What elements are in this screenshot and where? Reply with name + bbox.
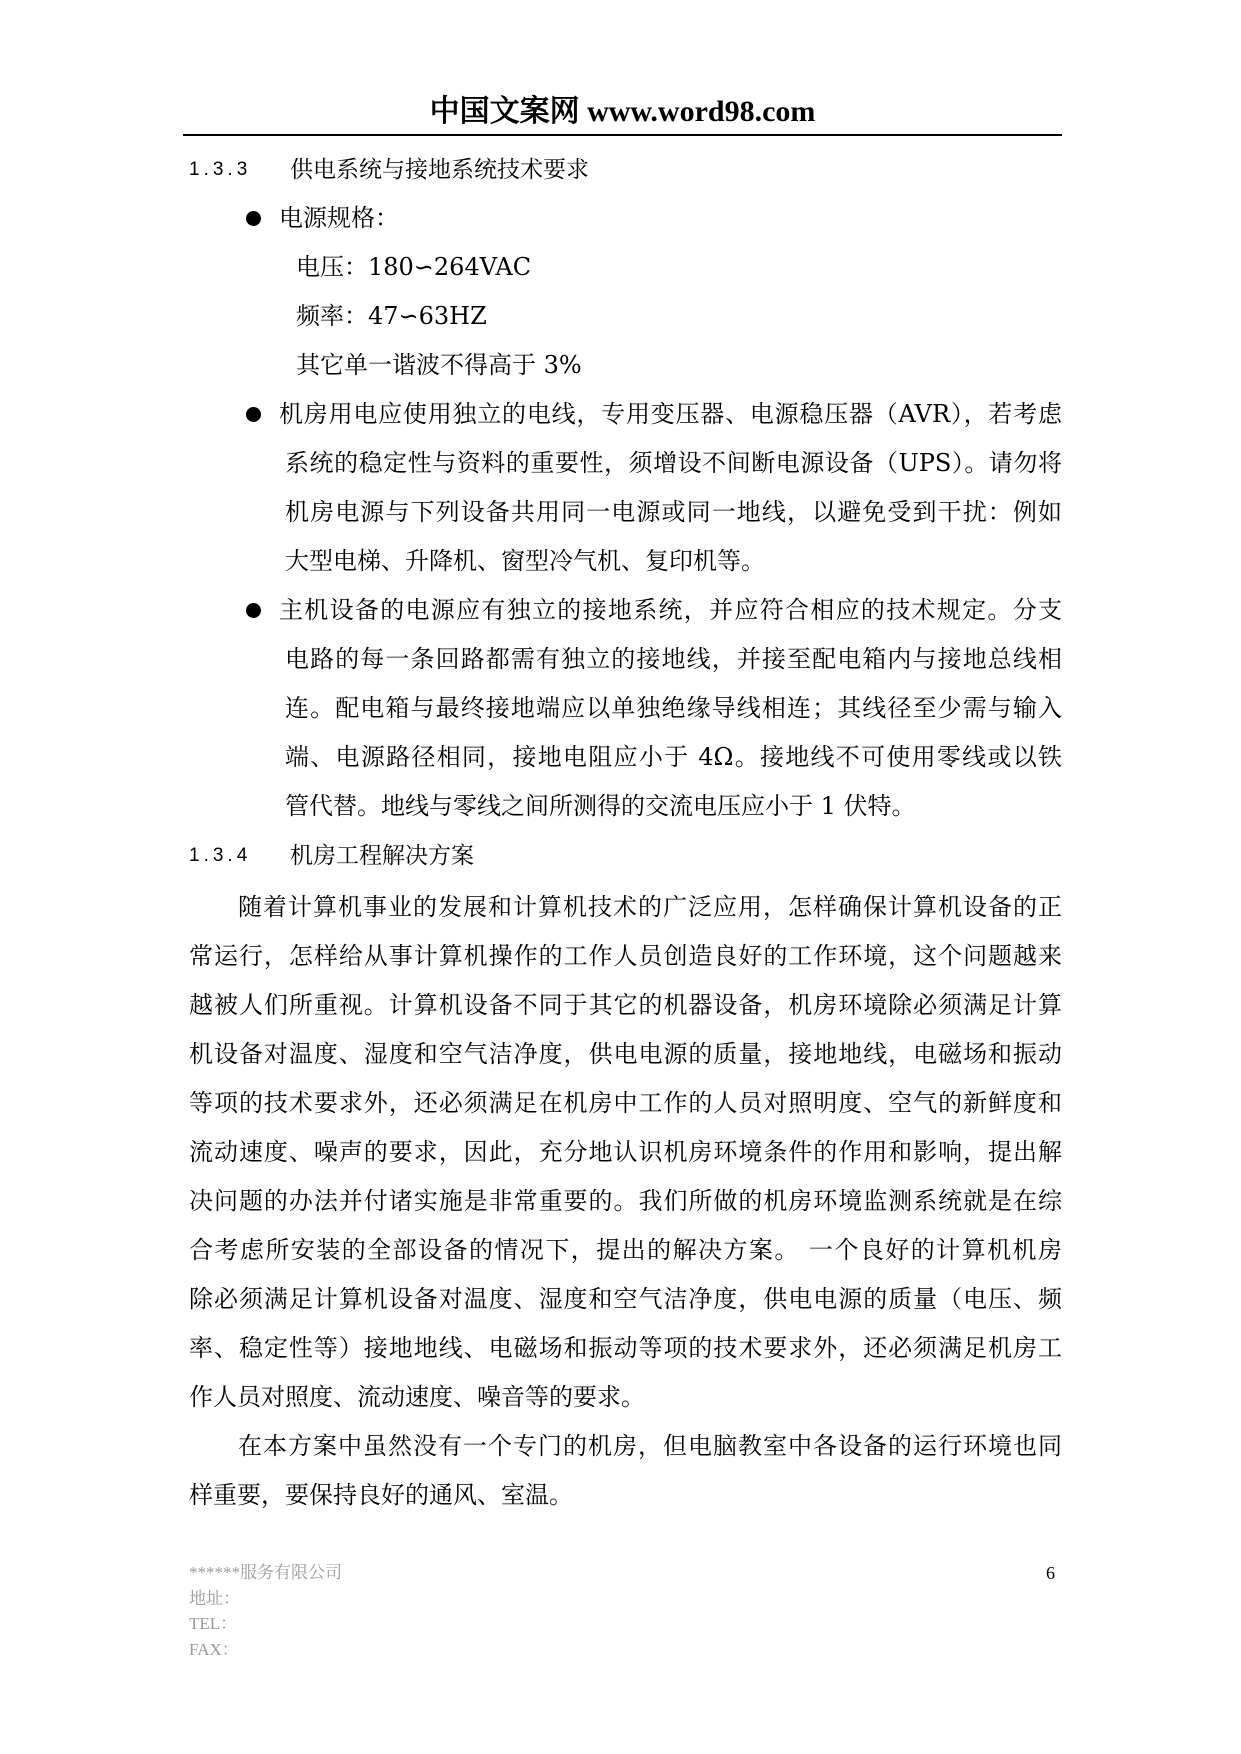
- paragraph-line: 除必须满足计算机设备对温度、湿度和空气洁净度，供电电源的质量（电压、频: [189, 1285, 1062, 1313]
- bullet-line: 连。配电箱与最终接地端应以单独绝缘导线相连；其线径至少需与输入: [285, 694, 1062, 722]
- section-number: 1.3.4: [189, 845, 252, 866]
- bullet-line: 机房电源与下列设备共用同一电源或同一地线，以避免受到干扰：例如: [285, 498, 1062, 526]
- paragraph-line: 决问题的办法并付诸实施是非常重要的。我们所做的机房环境监测系统就是在综: [189, 1187, 1062, 1215]
- bullet-text: 主机设备的电源应有独立的接地系统，并应符合相应的技术规定。分支: [279, 596, 1062, 624]
- bullet-item-power-spec: [279, 194, 1062, 243]
- header-rule: [183, 134, 1062, 136]
- paragraph-line: 等项的技术要求外，还必须满足在机房中工作的人员对照明度、空气的新鲜度和: [189, 1089, 1062, 1117]
- footer-company: ******服务有限公司: [189, 1563, 342, 1582]
- footer-address: 地址：: [189, 1589, 240, 1608]
- paragraph-line: 作人员对照度、流动速度、噪音等的要求。: [189, 1383, 645, 1411]
- paragraph-line: 常运行，怎样给从事计算机操作的工作人员创造良好的工作环境，这个问题越来: [189, 942, 1062, 970]
- paragraph-line: 样重要，要保持良好的通风、室温。: [189, 1481, 573, 1509]
- section-number: 1.3.3: [189, 159, 252, 180]
- bullet-line: [279, 586, 1062, 635]
- bullet-line: 端、电源路径相同，接地电阻应小于 4Ω。接地线不可使用零线或以铁: [285, 743, 1062, 771]
- bullet-icon: [246, 603, 261, 618]
- paragraph-line: 越被人们所重视。计算机设备不同于其它的机器设备，机房环境除必须满足计算: [189, 991, 1062, 1019]
- spec-frequency: 频率：47∽63HZ: [296, 302, 487, 330]
- section-heading-1-3-3: [0, 145, 1241, 194]
- bullet-icon: [246, 407, 261, 422]
- bullet-line: 大型电梯、升降机、窗型冷气机、复印机等。: [285, 547, 765, 575]
- section-title: 供电系统与接地系统技术要求: [290, 156, 589, 182]
- paragraph-line: 随着计算机事业的发展和计算机技术的广泛应用，怎样确保计算机设备的正: [238, 893, 1062, 921]
- bullet-line: 电路的每一条回路都需有独立的接地线，并接至配电箱内与接地总线相: [285, 645, 1062, 673]
- bullet-line: [279, 390, 1062, 439]
- bullet-icon: [246, 211, 261, 226]
- footer-tel: TEL：: [189, 1614, 238, 1633]
- paragraph-line: 率、稳定性等）接地地线、电磁场和振动等项的技术要求外，还必须满足机房工: [189, 1334, 1062, 1362]
- paragraph-line: 机设备对温度、湿度和空气洁净度，供电电源的质量，接地地线，电磁场和振动: [189, 1040, 1062, 1068]
- bullet-label: 电源规格：: [279, 204, 399, 232]
- page-number: 6: [1046, 1563, 1055, 1583]
- bullet-line: 系统的稳定性与资料的重要性，须增设不间断电源设备（UPS）。请勿将: [285, 449, 1062, 477]
- spec-voltage: 电压：180∽264VAC: [296, 253, 532, 281]
- bullet-text: 机房用电应使用独立的电线，专用变压器、电源稳压器（AVR），若考虑: [279, 400, 1062, 428]
- site-title: 中国文案网 www.word98.com: [429, 95, 816, 128]
- paragraph-line: 在本方案中虽然没有一个专门的机房，但电脑教室中各设备的运行环境也同: [238, 1432, 1062, 1460]
- bullet-line: 管代替。地线与零线之间所测得的交流电压应小于 1 伏特。: [285, 792, 916, 820]
- section-title: 机房工程解决方案: [290, 842, 474, 868]
- footer-fax: FAX：: [189, 1640, 239, 1659]
- section-heading-1-3-4: [0, 831, 1241, 880]
- document-body: [0, 145, 1241, 1520]
- paragraph-line: 合考虑所安装的全部设备的情况下，提出的解决方案。 一个良好的计算机机房: [189, 1236, 1062, 1264]
- spec-harmonic: 其它单一谐波不得高于 3%: [296, 351, 582, 379]
- paragraph-line: 流动速度、噪声的要求，因此，充分地认识机房环境条件的作用和影响，提出解: [189, 1138, 1062, 1166]
